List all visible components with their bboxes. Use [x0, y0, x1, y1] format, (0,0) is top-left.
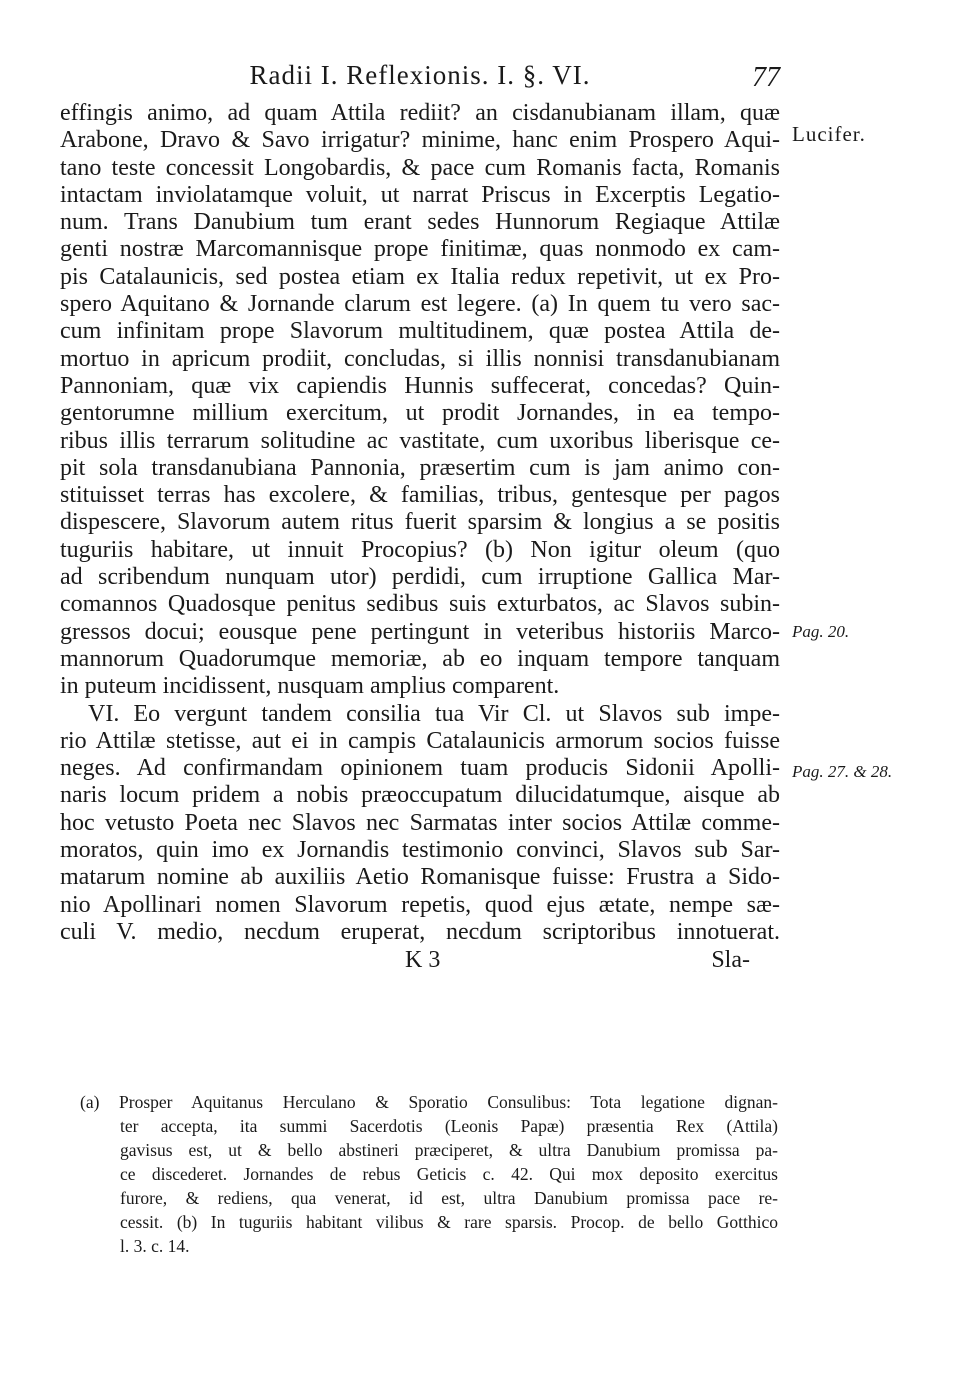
signature-row [60, 946, 780, 974]
margin-note-page-ref: Pag. 20. [792, 622, 850, 641]
page-number: 77 [752, 62, 780, 93]
text-line: num. Trans Danubium tum erant sedes Hunnorum Regiaque Attilæ [60, 209, 780, 236]
text-line: mannorum Quadorumque memoriæ, ab eo inquam tempore tanquam [60, 645, 780, 672]
footnote-line: ter accepta, ita summi Sacerdotis (Leonis Papæ) præsentia Rex (Attila) [120, 1116, 778, 1136]
text-line: neges. Ad confirmandam opinionem tuam producis Sidonii Apolli- [60, 755, 780, 782]
footnote-line: gavisus est, ut & bello abstineri præciperet, & ultra Danubium promissa pa- [120, 1140, 778, 1160]
footnote-line: furore, & rediens, qua venerat, id est, ultra Danubium promissa pace re- [120, 1188, 778, 1208]
footnote-line: cessit. (b) In tuguriis habitant vilibus & rare sparsis. Procop. de bello Gotthico [120, 1212, 778, 1232]
text-line: stituisset terras has excolere, & familias, tribus, gentesque per pagos [60, 482, 780, 509]
footnote-line: (a) Prosper Aquitanus Herculano & Sporatio Consulibus: Tota legatione dignan- [80, 1092, 778, 1112]
text-line: Pannoniam, quæ vix capiendis Hunnis suffecerat, concedas? Quin- [60, 372, 780, 399]
text-line: nio Apollinari nomen Slavorum repetis, quod ejus ætate, nempe sæ- [60, 891, 780, 918]
text-line: dispescere, Slavorum autem ritus fuerit sparsim & longius a se positis [60, 509, 780, 536]
text-line: gentorumne millium exercitum, ut prodit Jornandes, in ea tempo- [60, 400, 780, 427]
text-line: Arabone, Dravo & Savo irrigatur? minime, hanc enim Prospero Aqui- [60, 127, 780, 154]
text-line: ad scribendum nunquam utor) perdidi, cum irruptione Gallica Mar- [60, 564, 780, 591]
section-start-line: VI. Eo vergunt tandem consilia tua Vir Cl. ut Slavos sub impe- [88, 700, 780, 727]
text-line: comannos Quadosque penitus sedibus suis exturbatos, ac Slavos subin- [60, 591, 780, 618]
footnotes [80, 1090, 778, 1258]
text-line: spero Aquitano & Jornande clarum est legere. (a) In quem tu vero sac- [60, 291, 780, 318]
main-text [60, 100, 780, 974]
text-line: hoc vetusto Poeta nec Slavos nec Sarmatas inter socios Attilæ comme- [60, 809, 780, 836]
footnote-line: l. 3. c. 14. [120, 1236, 190, 1256]
text-line: naris locum pridem a nobis præoccupatum dilucidatumque, aisque ab [60, 782, 780, 809]
text-line: matarum nomine ab auxiliis Aetio Romanisque fuisse: Frustra a Sido- [60, 864, 780, 891]
text-line: mortuo in apricum prodiit, concludas, si illis nonnisi transdanubianam [60, 345, 780, 372]
text-line: pis Catalaunicis, sed postea etiam ex Italia redux repetivit, ut ex Pro- [60, 263, 780, 290]
catchword: Sla- [711, 947, 750, 974]
text-line: ribus illis terrarum solitudine ac vastitate, cum uxoribus liberisque ce- [60, 427, 780, 454]
text-line: in puteum incidissent, nusquam amplius comparent. [60, 673, 560, 700]
text-line: pit sola transdanubiana Pannonia, præsertim cum is jam animo con- [60, 454, 780, 481]
page-header [60, 60, 780, 96]
margin-note-lucifer: Lucifer. [792, 122, 866, 146]
text-line: effingis animo, ad quam Attila rediit? an cisdanubianam illam, quæ [60, 100, 780, 126]
text-line: intactam inviolatamque voluit, ut narrat Priscus in Excerptis Legatio- [60, 181, 780, 208]
text-line: cum infinitam prope Slavorum multitudinem, quæ postea Attila de- [60, 318, 780, 345]
text-line: rio Attilæ stetisse, aut ei in campis Catalaunicis armorum socios fuisse [60, 727, 780, 754]
running-title: Radii I. Reflexionis. I. §. VI. [249, 60, 591, 90]
text-line: culi V. medio, necdum eruperat, necdum scriptoribus innotuerat. [60, 918, 780, 945]
text-line: genti nostræ Marcomannisque prope finitimæ, quas nonmodo ex cam- [60, 236, 780, 263]
footnote-line: ce discederet. Jornandes de rebus Geticis c. 42. Qui mox deposito exercitus [120, 1164, 778, 1184]
margin-note-page-ref: Pag. 27. & 28. [792, 762, 893, 781]
text-line: tano teste concessit Longobardis, & pace cum Romanis facta, Romanis [60, 154, 780, 181]
text-line: tuguriis habitare, ut innuit Procopius? (b) Non igitur oleum (quo [60, 536, 780, 563]
signature-mark: K 3 [405, 947, 441, 974]
text-line: moratos, quin imo ex Jornandis testimonio convinci, Slavos sub Sar- [60, 837, 780, 864]
text-line: gressos docui; eousque pene pertingunt in veteribus historiis Marco- [60, 618, 780, 645]
